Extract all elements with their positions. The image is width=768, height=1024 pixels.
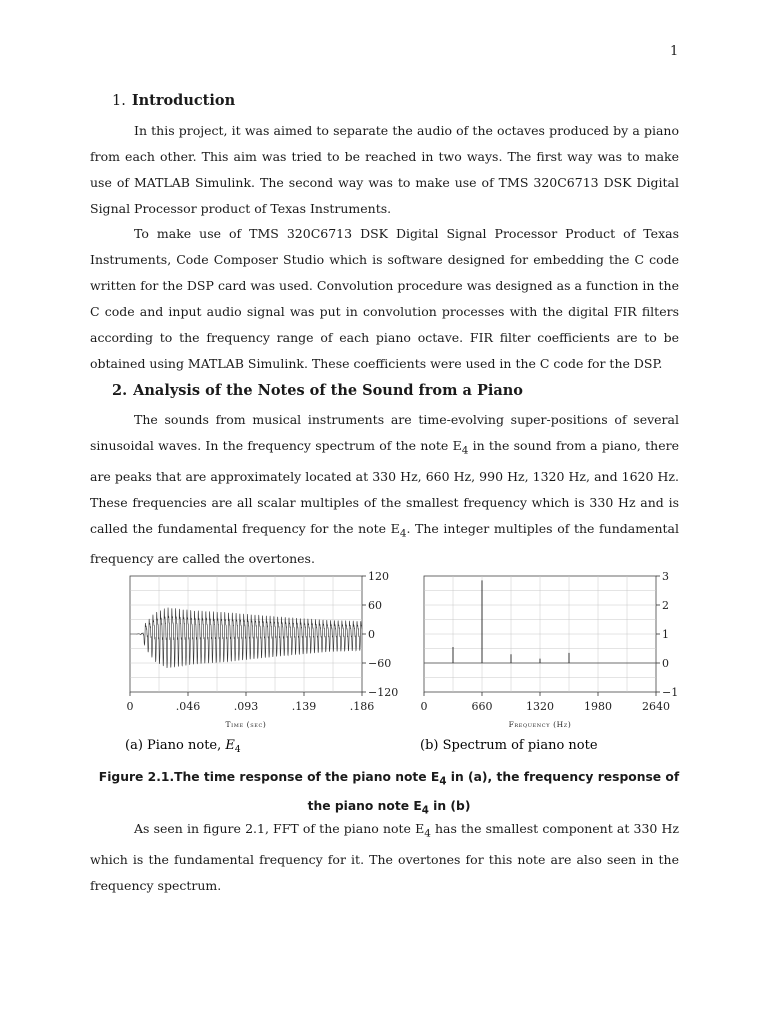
y-tick-label: 0 [662, 657, 669, 670]
subcaption-b: (b) Spectrum of piano note [420, 738, 598, 753]
section-2-title: Analysis of the Notes of the Sound from a Piano [133, 382, 523, 399]
subscript-4: 4 [399, 527, 407, 539]
y-tick-label: 60 [368, 599, 382, 612]
x-axis-label: Time (sec) [225, 720, 267, 729]
x-tick-label: 2640 [642, 700, 670, 713]
x-tick-label: .046 [175, 700, 201, 713]
analysis-paragraph-2: As seen in figure 2.1, FFT of the piano note $E_4$ has the smallest component at 330 Hz which is the fundamental frequency for it. The overtones for this note are also seen in the frequency spectrum. [90, 821, 679, 893]
y-tick-label: 120 [368, 570, 389, 583]
y-tick-label: 0 [368, 628, 375, 641]
x-tick-label: .186 [349, 700, 375, 713]
analysis-text-c: . The integer multiples of the fundamental frequency are called the overtones. [90, 520, 679, 566]
x-axis-label: Frequency (Hz) [508, 720, 572, 729]
y-tick-label: −120 [368, 686, 399, 699]
section-1-number: 1. [112, 93, 126, 109]
y-tick-label: 2 [662, 599, 669, 612]
section-1-title: Introduction [131, 92, 236, 109]
y-tick-label: −60 [368, 657, 392, 670]
x-tick-label: 660 [471, 700, 493, 713]
section-2-heading [112, 382, 523, 399]
y-tick-label: 3 [662, 570, 669, 583]
section-1-heading [112, 92, 235, 109]
subscript-4: 4 [461, 444, 469, 457]
analysis-paragraph-1 [90, 407, 679, 572]
x-tick-label: 1320 [526, 700, 554, 713]
x-tick-label: 0 [420, 700, 428, 713]
y-tick-label: 1 [662, 628, 669, 641]
intro-paragraph-2: To make use of TMS 320C6713 DSK Digital Signal Processor Product of Texas Instruments, Code Composer Studio which is software designed for embedding the C code written for the DSP card was used. Convolution procedure was designed as a function in the C code and input audio signal was put in convolution processes with the digital FIR filters according to the frequency range of each piano octave. FIR filter coefficients are to be obtained using MATLAB Simulink. These coefficients were used in the C code for the DSP. [90, 226, 679, 371]
figure-caption: Figure 2.1.The time response of the piano note $E_4$ in (a), the frequency response of the piano note $E_4$ in (b) [98, 770, 680, 817]
x-tick-label: 0 [126, 700, 134, 713]
figure-charts [90, 566, 690, 756]
x-tick-label: .093 [233, 700, 259, 713]
x-tick-label: .139 [291, 700, 317, 713]
subscript-4: 4 [424, 827, 431, 840]
figure-2-1 [90, 566, 690, 756]
subcaption-a: (a) Piano note, $E_4$ [125, 738, 241, 755]
analysis-text-a: The sounds from musical instruments are time-evolving super-positions of several sinusoidal waves. In the frequency spectrum of the note E [90, 412, 679, 453]
x-tick-label: 1980 [584, 700, 612, 713]
page-number: 1 [670, 44, 679, 59]
time-response-chart [127, 570, 399, 729]
intro-paragraph-1: In this project, it was aimed to separate the audio of the octaves produced by a piano from each other. This aim was tried to be reached in two ways. The first way was to make use of MATLAB Simulink. The second way was to make use of TMS 320C6713 DSK Digital Signal Processor product of Texas Instruments. [90, 123, 679, 216]
spectrum-chart [421, 570, 679, 729]
section-2-number: 2. [112, 382, 128, 399]
analysis-text-b: in the sound from a piano, there are peaks that are approximately located at 330 Hz, 660 Hz, 990 Hz, 1320 Hz, and 1620 Hz. These frequencies are all scalar multiples of the smallest frequency which is 330 Hz and is called the fundamental frequency for the note E [90, 438, 679, 536]
y-tick-label: −1 [662, 686, 679, 699]
